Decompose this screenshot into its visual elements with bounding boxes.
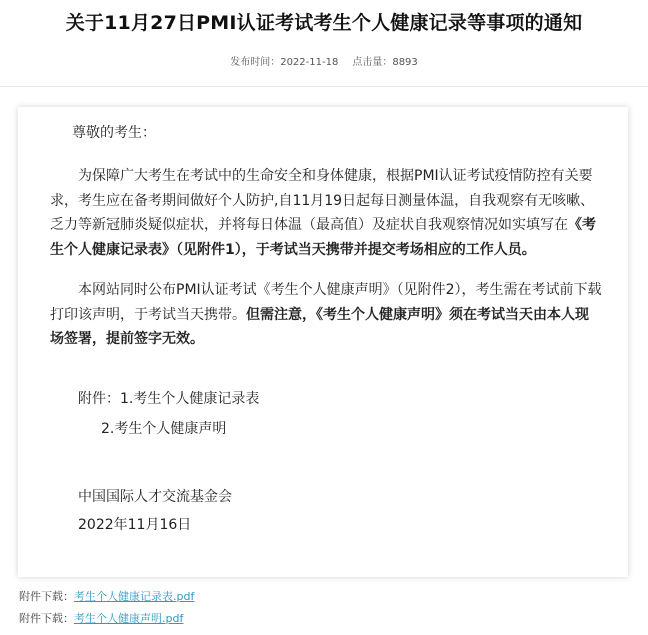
paragraph-2-bold: 但需注意，《考生个人健康声明》须在考试当天由本人现场签署，提前签字无效。 <box>50 306 589 347</box>
download-label: 附件下载： <box>19 612 74 625</box>
download-label: 附件下载： <box>19 590 74 603</box>
paragraph-1-text: 为保障广大考生在考试中的生命安全和身体健康，根据PMI认证考试疫情防控有关要求，考生应在备考期间做好个人防护,自11月19日起每日测量体温，自我观察有无咳嗽、乏力等新冠肺炎疑似症状，并将每日体温（最高值）及症状自我观察情况如实填写在 <box>50 168 595 233</box>
attachment-list <box>78 388 259 408</box>
paragraph-1 <box>50 164 602 262</box>
issuing-organization: 中国国际人才交流基金会 <box>78 489 232 505</box>
salutation: 尊敬的考生： <box>72 125 156 141</box>
download-link-health-statement[interactable]: 考生个人健康声明.pdf <box>74 612 184 625</box>
download-link-health-record[interactable]: 考生个人健康记录表.pdf <box>74 590 195 603</box>
paragraph-1-bold: 《考生个人健康记录表》（见附件1），于考试当天携带并提交考场相应的工作人员。 <box>50 217 596 258</box>
header-divider <box>0 86 648 87</box>
attachment-label: 附件： <box>78 391 120 407</box>
paragraph-2-text: 本网站同时公布PMI认证考试《考生个人健康声明》（见附件2），考生需在考试前下载打印该声明，于考试当天携带。 <box>50 282 602 323</box>
download-row-1 <box>19 588 194 604</box>
download-row-2 <box>19 610 183 626</box>
publish-date: 2022-11-18 <box>280 57 339 68</box>
attachment-item-1: 1.考生个人健康记录表 <box>120 391 260 407</box>
paragraph-2 <box>50 278 602 352</box>
article-meta <box>0 53 648 68</box>
issue-date: 2022年11月16日 <box>78 517 192 533</box>
views-label: 点击量： <box>352 57 393 68</box>
publish-label: 发布时间： <box>230 57 281 68</box>
attachment-item-2: 2.考生个人健康声明 <box>101 421 227 437</box>
page-title: 关于11月27日PMI认证考试考生个人健康记录等事项的通知 <box>65 12 583 34</box>
views-count: 8893 <box>392 57 418 68</box>
